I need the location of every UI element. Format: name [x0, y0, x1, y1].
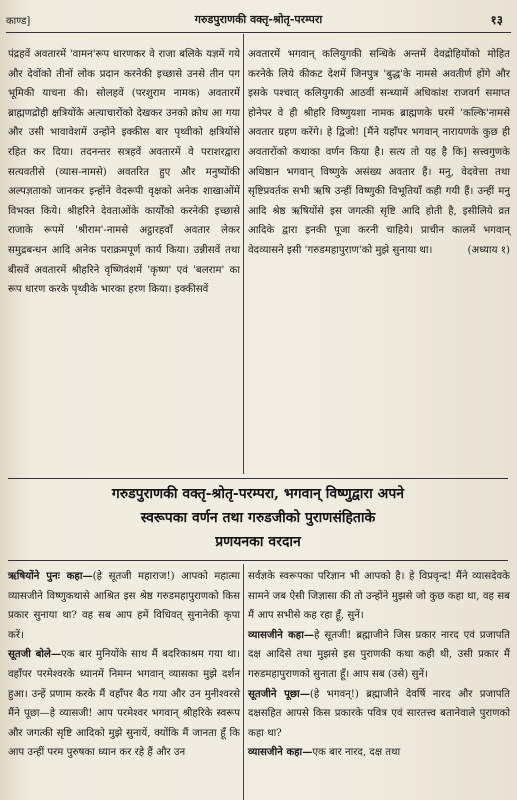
section-label: काण्ड]: [6, 16, 31, 27]
bottom-left-column: [8, 567, 240, 763]
paragraph-text: एक बार नारद, दक्ष तथा: [312, 747, 401, 759]
column-divider-top: [243, 34, 244, 474]
paragraph: [248, 45, 510, 261]
speaker-label: व्यासजीने कहा—: [248, 746, 313, 759]
bottom-right-column: [248, 567, 510, 763]
page-header: [6, 10, 511, 33]
column-divider-bottom: [243, 564, 244, 800]
running-title: गरुडपुराणकी वक्तृ-श्रोतृ-परम्परा: [194, 13, 323, 26]
paragraph: [8, 645, 240, 763]
chapter-heading-line: प्रणयनका वरदान: [215, 534, 301, 550]
paragraph-text: (हे सूतजी महाराज!) आपको महात्मा व्यासजीने विष्णुकथासे आश्रित इस श्रेष्ठ गरुडमहापुराणको किस प्रकार सुनाया था? वह सब आप हमें विधिवत् सुनानेकी कृपा करें।: [8, 571, 240, 641]
paragraph-text: अवतारमें भगवान् कलियुगकी सन्धिके अन्तमें देवद्रोहियोंको मोहित करनेके लिये कीकट देशमें जिनपुत्र 'बुद्ध'के नामसे अवतीर्ण होंगे और इसके पश्चात् कलियुगकी आठवीं सन्ध्यामें अधिकांश राजवर्ग समाप्त होनेपर वे ही श्रीहरि विष्णुयशा नामक ब्राह्मणके घरमें 'कल्कि'नामसे अवतार ग्रहण करेंगे। हे द्विजो! [मैंने यहाँपर भगवान् नारायणके कुछ ही अवतारोंको कथाका वर्णन किया है। सत्य तो यह है कि] सत्त्वगुणके अधिष्ठान भगवान् विष्णुके असंख्य अवतार हैं। मनु, वेदवेत्ता तथा सृष्टिप्रवर्तक सभी ऋषि उन्हीं विष्णुकी विभूतियाँ कही गयी हैं। उन्हीं मनु आदि श्रेष्ठ ऋषियोंसे इस जगत्की सृष्टि आदि होती है, इसीलिये व्रत आदिके द्वारा इनकी पूजा करनी चाहिये। प्राचीन कालमें भगवान् वेदव्यासने इसी 'गरुडमहापुराण'को मुझे सुनाया था।: [248, 49, 510, 256]
chapter-heading-line: स्वरूपका वर्णन तथा गरुडजीको पुराणसंहिताके: [140, 510, 376, 526]
paragraph-text: एक बार मुनियोंके साथ मैं बदरिकाश्रम गया था। वहाँपर परमेश्वरके ध्यानमें निमग्न भगवान् व्यासका मुझे दर्शन हुआ। उन्हें प्रणाम करके मैं वहाँपर बैठ गया और उन मुनीश्वरसे मैंने पूछा—हे व्यासजी! आप परमेश्वर भगवान् श्रीहरिके स्वरूप और जगत्की सृष्टि आदिको मुझे सुनायें, क्योंकि मैं जानता हूँ कि आप उन्हीं परम पुरुषका ध्यान कर रहे हैं और उन: [8, 649, 240, 759]
paragraph: [8, 567, 240, 645]
top-right-column: [248, 45, 510, 261]
chapter-heading: [8, 482, 508, 554]
paragraph: [248, 626, 510, 685]
paragraph: [248, 743, 510, 763]
paragraph: [248, 685, 510, 744]
speaker-label: व्यासजीने कहा—: [248, 628, 315, 641]
paragraph: पंद्रहवें अवतारमें 'वामन'रूप धारणकर वे राजा बलिके यज्ञमें गये और देवोंको तीनों लोक प्रदान करनेकी इच्छासे उनसे तीन पग भूमिकी याचना की। सोलहवें (परशुराम नामक) अवतारमें ब्राह्मणद्रोही क्षत्रियोंके अत्याचारोंको देखकर उनको क्रोध आ गया और उसी भावावेशमें उन्होंने इक्कीस बार पृथ्वीको क्षत्रियोंसे रहित कर दिया। तदनन्तर सत्रहवें अवतारमें वे पराशरद्वारा सत्यवतीसे (व्यास-नामसे) अवतरित हुए और मनुष्योंकी अल्पज्ञताको जानकर इन्होंने वेदरूपी वृक्षको अनेक शाखाओंमें विभक्त किये। श्रीहरिने देवताओंके कार्योंको करनेकी इच्छासे राजाके रूपमें 'श्रीराम'-नामसे अट्ठारहवाँ अवतार लेकर समुद्रबन्धन आदि अनेक पराक्रमपूर्ण कार्य किया। उन्नीसवें तथा बीसवें अवतारमें श्रीहरिने वृष्णिवंशमें 'कृष्ण' एवं 'बलराम' का रूप धारण करके पृथ्वीके भारका हरण किया। इक्कीसवें: [8, 49, 240, 296]
paragraph-text: हे सूतजी! ब्रह्माजीने जिस प्रकार नारद एवं प्रजापति दक्ष आदिसे तथा मुझसे इस पुराणकी कथा कही थी, उसी प्रकार मैं गरुडमहापुराणको सुनाता हूँ। आप सब (उसे) सुनें।: [248, 629, 510, 680]
top-left-column: [8, 45, 240, 300]
speaker-label: सूतजी बोले—: [8, 648, 62, 661]
chapter-rule-bottom: [8, 560, 508, 561]
chapter-reference: (अध्याय १): [467, 244, 510, 256]
chapter-rule-top: [8, 478, 508, 479]
speaker-label: ऋषियोंने पुनः कहा—: [8, 570, 93, 582]
paragraph-text: (हे भगवन्!) ब्रह्माजीने देवर्षि नारद और प्रजापति दक्षसहित आपसे किस प्रकारके पवित्र एवं सारतत्त्व बतानेवाले पुराणको कहा था?: [248, 688, 510, 739]
speaker-label: सूतजीने पूछा—: [248, 687, 310, 700]
chapter-heading-line: गरुडपुराणकी वक्तृ-श्रोतृ-परम्परा, भगवान् विष्णुद्वारा अपने: [111, 486, 405, 502]
page-number: १३: [490, 13, 503, 27]
paragraph: सर्वज्ञके स्वरूपका परिज्ञान भी आपको है। हे विप्रवृन्द! मैंने व्यासदेवके सामने जब ऐसी जिज्ञासा की तो उन्होंने मुझसे जो कुछ कहा था, वह सब मैं आप सभीसे कह रहा हूँ, सुनें।: [248, 571, 510, 622]
